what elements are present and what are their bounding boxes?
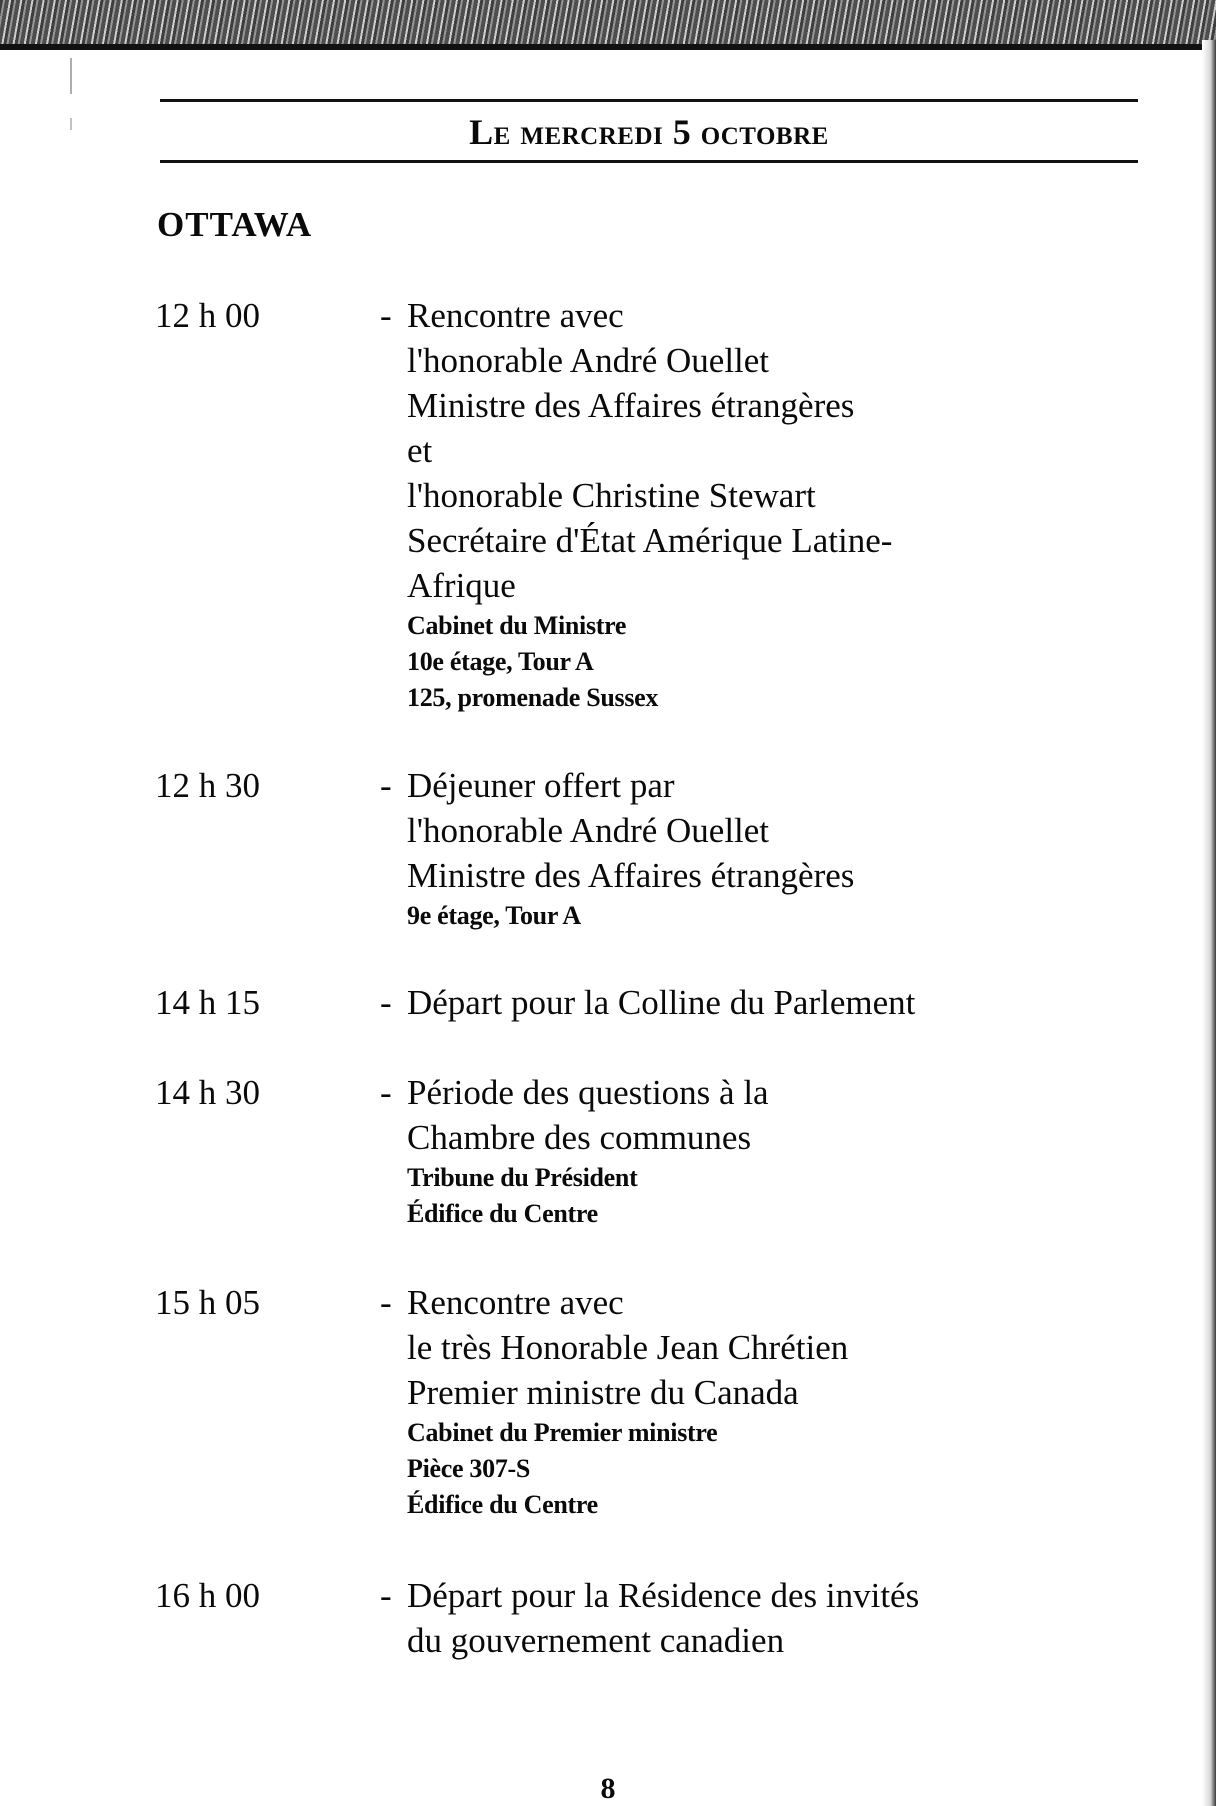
entry-location: Pièce 307-S (407, 1454, 531, 1483)
entry-location: 10e étage, Tour A (407, 647, 594, 676)
entry-time: 14 h 30 (155, 1073, 260, 1112)
entry-description (407, 1573, 1216, 1663)
entry-time: 12 h 00 (155, 296, 260, 335)
entry-dash: - (380, 766, 392, 805)
header-rule-bottom (160, 160, 1138, 163)
page-title: Le mercredi 5 octobre (469, 112, 829, 152)
entry-line: l'honorable André Ouellet (407, 341, 770, 380)
entry-dash: - (380, 1576, 392, 1615)
entry-time: 15 h 05 (155, 1283, 260, 1322)
entry-line: Période des questions à la (407, 1073, 769, 1112)
entry-line: le très Honorable Jean Chrétien (407, 1328, 849, 1367)
entry-dash: - (380, 983, 392, 1022)
entry-time: 14 h 15 (155, 983, 260, 1022)
entry-location: Cabinet du Ministre (407, 611, 627, 640)
entry-location: Tribune du Président (407, 1163, 638, 1192)
entry-dash: - (380, 1073, 392, 1112)
entry-time: 16 h 00 (155, 1576, 260, 1615)
entry-line: Déjeuner offert par (407, 766, 675, 805)
entry-time: 12 h 30 (155, 766, 260, 805)
entry-line: Ministre des Affaires étrangères (407, 856, 855, 895)
entry-dash: - (380, 1283, 392, 1322)
entry-line: Départ pour la Résidence des invités (407, 1576, 920, 1615)
entry-line: Rencontre avec (407, 296, 624, 335)
entry-location: 125, promenade Sussex (407, 683, 659, 712)
entry-line: Premier ministre du Canada (407, 1373, 799, 1412)
entry-line: Secrétaire d'État Amérique Latine- (407, 521, 893, 560)
entry-description (407, 980, 1216, 1025)
city-heading: OTTAWA (157, 205, 313, 244)
entry-location: Édifice du Centre (407, 1490, 598, 1519)
entry-description (407, 763, 1216, 934)
entry-line: Afrique (407, 566, 516, 605)
entry-line: l'honorable André Ouellet (407, 811, 770, 850)
scan-artifact-top-edge (0, 44, 1216, 50)
entry-location: 9e étage, Tour A (407, 901, 581, 930)
scan-artifact-top (0, 0, 1216, 48)
header-rule-top (160, 99, 1138, 102)
entry-line: du gouvernement canadien (407, 1621, 785, 1660)
entry-description (407, 1280, 1216, 1523)
entry-line: et (407, 431, 433, 470)
entry-line: Départ pour la Colline du Parlement (407, 983, 916, 1022)
scan-artifact-left (70, 58, 72, 358)
entry-line: l'honorable Christine Stewart (407, 476, 816, 515)
entry-description (407, 1070, 1216, 1232)
entry-line: Chambre des communes (407, 1118, 752, 1157)
page-number: 8 (600, 1772, 616, 1805)
entry-dash: - (380, 296, 392, 335)
entry-description (407, 293, 1216, 716)
entry-location: Édifice du Centre (407, 1199, 598, 1228)
entry-location: Cabinet du Premier ministre (407, 1418, 718, 1447)
entry-line: Ministre des Affaires étrangères (407, 386, 855, 425)
entry-line: Rencontre avec (407, 1283, 624, 1322)
